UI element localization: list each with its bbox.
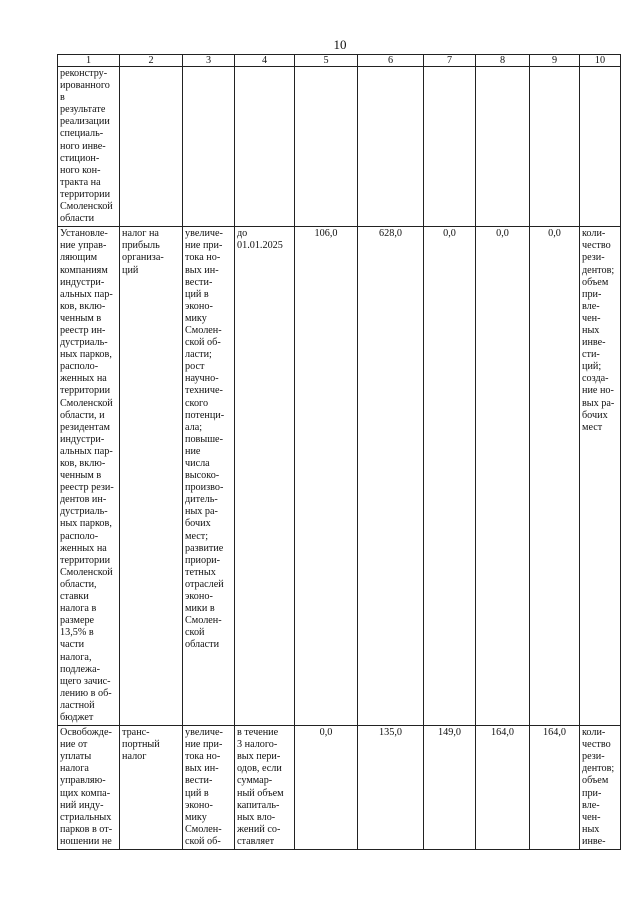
value-cell <box>476 67 530 227</box>
value-cell <box>295 67 358 227</box>
header-row <box>58 55 621 67</box>
measure-description-cell: Установле- ние управ- ляющим компаниям индустри- альных пар- ков, вклю- ченным в реестр ин- дустриаль- ных парков, располо- женных на территории Смоленской области, и резидентам индустри- альных пар- ков, вклю- ченным в реестр рези- дентов ин- дустриаль- ных парков, располо- женных на территории Смоленской области, ставки налога в размере 13,5% в части налога, подлежа- щего зачис- лению в об- ластной бюджет <box>58 227 120 726</box>
value-cell <box>424 67 476 227</box>
measure-description-cell: Освобожде- ние от уплаты налога управляю- щих компа- ний инду- стриальных парков в от- ношении не <box>58 726 120 850</box>
header-cell: 5 <box>295 55 358 67</box>
period-cell <box>235 67 295 227</box>
value-cell: 0,0 <box>424 227 476 726</box>
value-cell: 628,0 <box>358 227 424 726</box>
header-cell: 1 <box>58 55 120 67</box>
period-cell: до 01.01.2025 <box>235 227 295 726</box>
measure-description-cell: реконстру- ированного в результате реализации специаль- ного инве- стицион- ного кон- тракта на территории Смоленской области <box>58 67 120 227</box>
value-cell <box>530 67 580 227</box>
indicator-cell: коли- чество рези- дентов; объем при- вле- чен- ных инве- сти- ций; созда- ние но- вых ра- бочих мест <box>580 227 621 726</box>
goal-cell <box>183 67 235 227</box>
tax-type-cell <box>120 67 183 227</box>
page-number: 10 <box>333 37 347 52</box>
indicator-cell: коли- чество рези- дентов; объем при- вле- чен- ных инве- <box>580 726 621 850</box>
table-row <box>58 726 621 850</box>
value-cell: 0,0 <box>295 726 358 850</box>
header-cell: 8 <box>476 55 530 67</box>
header-cell: 3 <box>183 55 235 67</box>
tax-benefits-table <box>57 54 621 850</box>
value-cell: 149,0 <box>424 726 476 850</box>
header-cell: 9 <box>530 55 580 67</box>
header-cell: 10 <box>580 55 621 67</box>
value-cell <box>358 67 424 227</box>
goal-cell: увеличе- ние при- тока но- вых ин- вести- ций в эконо- мику Смолен- ской об- <box>183 726 235 850</box>
value-cell: 0,0 <box>476 227 530 726</box>
value-cell: 164,0 <box>530 726 580 850</box>
value-cell: 164,0 <box>476 726 530 850</box>
value-cell: 135,0 <box>358 726 424 850</box>
value-cell: 106,0 <box>295 227 358 726</box>
period-cell: в течение 3 налого- вых пери- одов, если суммар- ный объем капиталь- ных вло- жений со- ставляет <box>235 726 295 850</box>
goal-cell: увеличе- ние при- тока но- вых ин- вести- ций в эконо- мику Смолен- ской об- ласти; рост научно- техниче- ского потенци- ала; повыше- ние числа высоко- произво- дитель- ных ра- бочих мест; развитие приори- тетных отраслей эконо- мики в Смолен- ской области <box>183 227 235 726</box>
tax-type-cell: налог на прибыль организа- ций <box>120 227 183 726</box>
header-cell: 6 <box>358 55 424 67</box>
indicator-cell <box>580 67 621 227</box>
header-cell: 4 <box>235 55 295 67</box>
table-row <box>58 227 621 726</box>
table-row <box>58 67 621 227</box>
tax-type-cell: транс- портный налог <box>120 726 183 850</box>
header-cell: 7 <box>424 55 476 67</box>
value-cell: 0,0 <box>530 227 580 726</box>
header-cell: 2 <box>120 55 183 67</box>
